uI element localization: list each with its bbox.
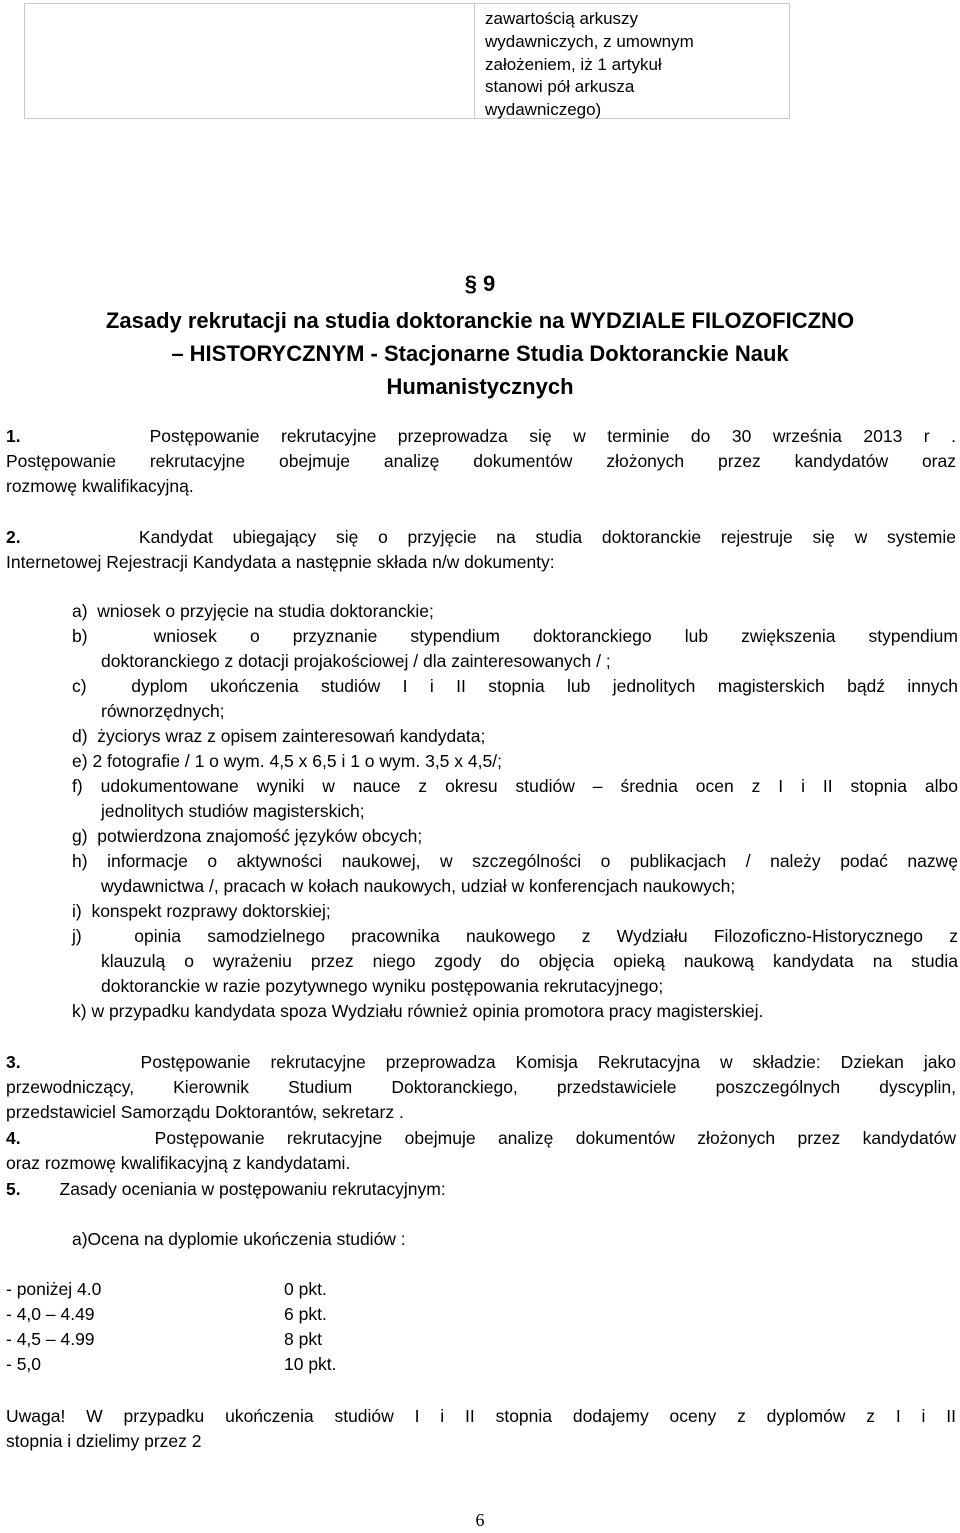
list-item-text: 2 fotografie / 1 o wym. 4,5 x 6,5 i 1 o wym. 3,5 x 4,5/; <box>92 751 502 771</box>
paragraph-5 <box>6 1177 956 1202</box>
grading-row <box>6 1352 337 1377</box>
grading-range: - 4,5 – 4.99 <box>6 1329 95 1349</box>
grading-table <box>6 1277 337 1377</box>
list-item-label: i) <box>72 901 82 921</box>
paragraph-number: 2. <box>6 527 21 547</box>
section-heading <box>0 271 960 297</box>
grading-range: - poniżej 4.0 <box>6 1279 102 1299</box>
list-item-text: wniosek o przyznanie stypendium doktoranckiego lub zwiększenia stypendium <box>153 626 958 646</box>
list-item-text: udokumentowane wyniki w nauce z okresu studiów – średnia ocen z I i II stopnia albo <box>100 776 958 796</box>
title-line: – HISTORYCZNYM - Stacjonarne Studia Doktoranckie Nauk <box>171 341 789 366</box>
list-item <box>72 674 958 724</box>
list-item-text: informacje o aktywności naukowej, w szczególności o publikacjach / należy podać nazwę <box>107 851 958 871</box>
list-item-text: dyplom ukończenia studiów I i II stopnia lub jednolitych magisterskich bądź innych <box>131 676 958 696</box>
table-cell-line: założeniem, iż 1 artykuł <box>485 54 662 74</box>
paragraph-line: oraz rozmowę kwalifikacyjną z kandydatami. <box>6 1153 351 1173</box>
grading-row <box>6 1302 337 1327</box>
table-cell-text <box>475 4 789 118</box>
grading-range: - 4,0 – 4.49 <box>6 1304 95 1324</box>
documents-list <box>72 599 958 1024</box>
section-number: 9 <box>483 271 496 296</box>
paragraph-line <box>6 1126 956 1151</box>
list-item-continuation: wydawnictwa /, pracach w kołach naukowych, udział w konferencjach naukowych; <box>101 876 736 896</box>
note-line: Uwaga! W przypadku ukończenia studiów I i II stopnia dodajemy oceny z dyplomów z I i II <box>6 1406 956 1426</box>
paragraph-number: 5. <box>6 1179 21 1199</box>
paragraph-number: 3. <box>6 1052 21 1072</box>
paragraph-line <box>6 1177 956 1202</box>
list-item-text: opinia samodzielnego pracownika naukowego z Wydziału Filozoficzno-Historycznego z <box>134 926 958 946</box>
list-item-label: c) <box>72 676 87 696</box>
paragraph-2 <box>6 525 956 575</box>
paragraph-4 <box>6 1126 956 1176</box>
note-line: stopnia i dzielimy przez 2 <box>6 1431 202 1451</box>
header-table <box>24 3 790 119</box>
paragraph-line: Postępowanie rekrutacyjne obejmuje analizę dokumentów złożonych przez kandydatów oraz <box>6 451 956 471</box>
paragraph-text: Postępowanie rekrutacyjne przeprowadza się w terminie do 30 września 2013 r . <box>149 426 956 446</box>
section-symbol: § <box>464 271 477 296</box>
grading-points: 10 pkt. <box>284 1354 337 1374</box>
paragraph-number: 4. <box>6 1128 21 1148</box>
grading-subheading-text: a)Ocena na dyplomie ukończenia studiów : <box>72 1229 406 1249</box>
paragraph-number: 1. <box>6 426 21 446</box>
list-item-label: h) <box>72 851 88 871</box>
paragraph-text: Zasady oceniania w postępowaniu rekrutacyjnym: <box>59 1179 446 1199</box>
paragraph-text: Kandydat ubiegający się o przyjęcie na studia doktoranckie rejestruje się w systemie <box>138 527 956 547</box>
grading-row <box>6 1277 337 1302</box>
list-item <box>72 624 958 674</box>
list-item-label: a) <box>72 601 88 621</box>
list-item-label: b) <box>72 626 88 646</box>
table-cell-line: wydawniczego) <box>485 100 602 120</box>
table-cell-line: wydawniczych, z umownym <box>485 31 694 51</box>
list-item <box>72 749 958 774</box>
list-item <box>72 774 958 824</box>
list-item-continuation: równorzędnych; <box>101 701 225 721</box>
list-item <box>72 849 958 899</box>
list-item-label: e) <box>72 751 88 771</box>
paragraph-line: Internetowej Rejestracji Kandydata a następnie składa n/w dokumenty: <box>6 552 555 572</box>
list-item-continuation: doktoranckiego z dotacji projakościowej / dla zainteresowanych / ; <box>101 651 611 671</box>
grading-points: 0 pkt. <box>284 1279 327 1299</box>
page-number: 6 <box>475 1510 485 1530</box>
paragraph-line <box>6 424 956 449</box>
page-title <box>0 304 960 403</box>
list-item-text: konspekt rozprawy doktorskiej; <box>91 901 331 921</box>
list-item <box>72 899 958 924</box>
list-item-text: życiorys wraz z opisem zainteresowań kandydata; <box>97 726 486 746</box>
paragraph-line <box>6 1050 956 1075</box>
list-item-continuation: doktoranckie w razie pozytywnego wyniku postępowania rekrutacyjnego; <box>101 976 664 996</box>
list-item-label: f) <box>72 776 83 796</box>
grading-range: - 5,0 <box>6 1354 42 1374</box>
paragraph-line: rozmowę kwalifikacyjną. <box>6 476 194 496</box>
grading-points: 8 pkt <box>284 1329 322 1349</box>
list-item-label: d) <box>72 726 88 746</box>
list-item-label: g) <box>72 826 88 846</box>
paragraph-line: przedstawiciel Samorządu Doktorantów, sekretarz . <box>6 1102 404 1122</box>
note <box>6 1404 956 1454</box>
grading-points: 6 pkt. <box>284 1304 327 1324</box>
paragraph-line: przewodniczący, Kierownik Studium Doktoranckiego, przedstawiciele poszczególnych dyscyplin, <box>6 1077 956 1097</box>
list-item-continuation: jednolitych studiów magisterskich; <box>101 801 365 821</box>
paragraph-text: Postępowanie rekrutacyjne obejmuje analizę dokumentów złożonych przez kandydatów <box>154 1128 956 1148</box>
list-item-label: j) <box>72 926 82 946</box>
paragraph-1 <box>6 424 956 499</box>
table-cell-empty <box>25 4 475 118</box>
list-item-text: w przypadku kandydata spoza Wydziału również opinia promotora pracy magisterskiej. <box>91 1001 764 1021</box>
grading-row <box>6 1327 337 1352</box>
paragraph-line <box>6 525 956 550</box>
list-item <box>72 924 958 999</box>
list-item <box>72 724 958 749</box>
list-item-text: wniosek o przyjęcie na studia doktoranckie; <box>97 601 434 621</box>
list-item-continuation: klauzulą o wyrażeniu przez niego zgody do objęcia opieką naukową kandydata na studia <box>101 951 958 971</box>
grading-subheading <box>72 1227 872 1252</box>
paragraph-text: Postępowanie rekrutacyjne przeprowadza Komisja Rekrutacyjna w składzie: Dziekan jako <box>140 1052 956 1072</box>
list-item <box>72 999 958 1024</box>
list-item <box>72 599 958 624</box>
title-line: Zasady rekrutacji na studia doktoranckie na WYDZIALE FILOZOFICZNO <box>105 308 855 333</box>
list-item-text: potwierdzona znajomość języków obcych; <box>97 826 423 846</box>
table-cell-line: zawartością arkuszy <box>485 9 639 28</box>
paragraph-3 <box>6 1050 956 1125</box>
list-item-label: k) <box>72 1001 87 1021</box>
table-cell-line: stanowi pół arkusza <box>485 77 635 97</box>
title-line: Humanistycznych <box>386 374 574 399</box>
list-item <box>72 824 958 849</box>
